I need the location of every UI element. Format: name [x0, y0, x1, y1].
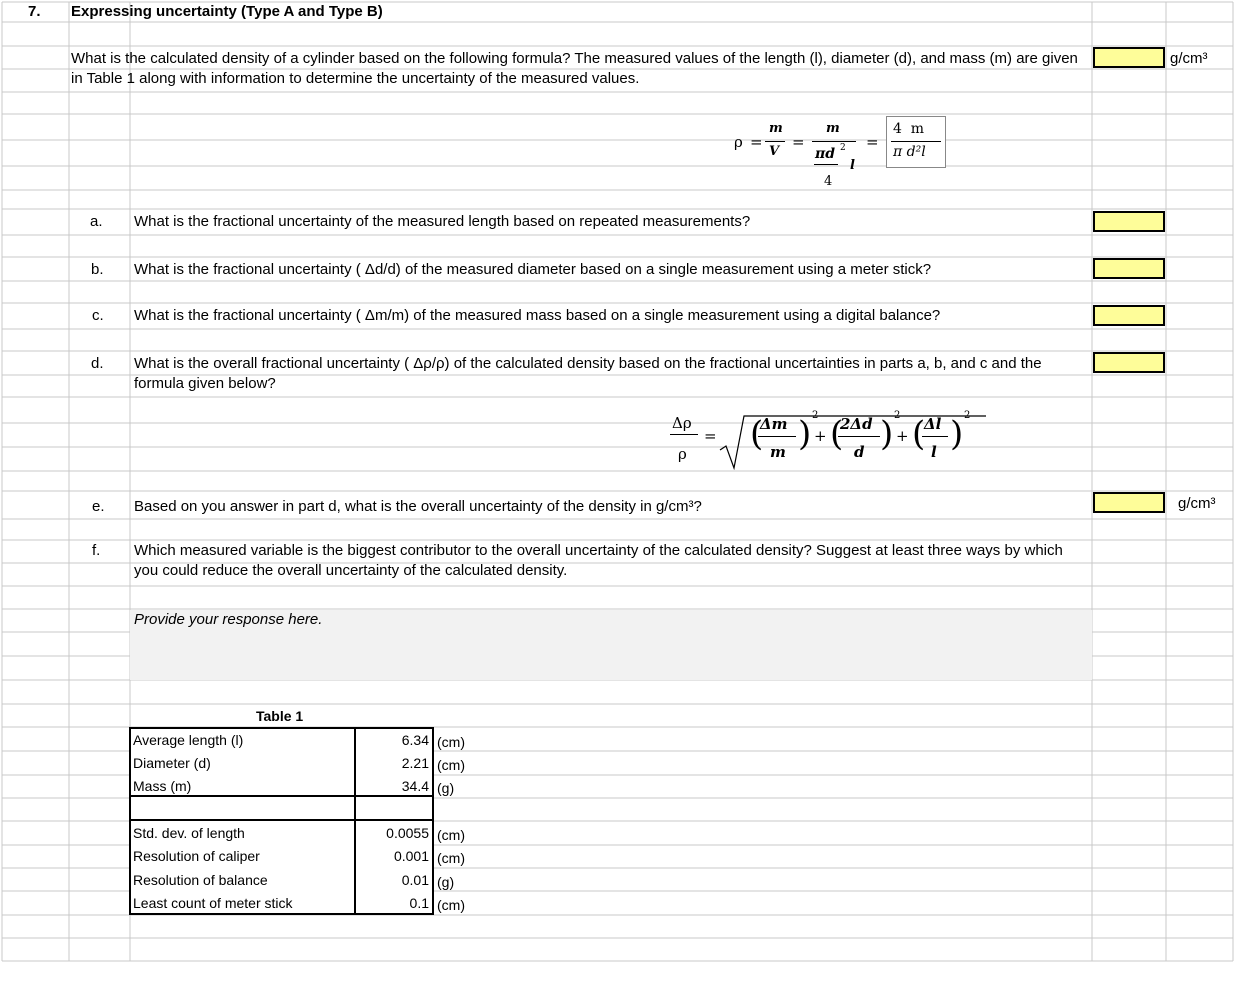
left-paren: ( [750, 414, 764, 454]
table-row-label: Resolution of balance [133, 872, 268, 888]
formula-delta-l: Δl [924, 415, 942, 433]
table-title: Table 1 [256, 708, 304, 724]
formula-exponent: 2 [840, 143, 846, 153]
part-d-text: What is the overall fractional uncertainty ( Δρ/ρ) of the calculated density based on the fractional uncertainties in parts a, b, and c and the formula given below? [134, 355, 1042, 392]
boxed-denominator: π d²l [893, 144, 926, 160]
response-placeholder: Provide your response here. [134, 611, 323, 628]
part-b-answer-cell[interactable] [1093, 258, 1165, 279]
fraction-bar [838, 436, 880, 437]
table-row-label: Std. dev. of length [133, 825, 245, 841]
formula-exponent: 2 [894, 410, 901, 421]
equals-sign: = [866, 133, 879, 151]
table-row-unit: (cm) [437, 757, 465, 773]
formula-pi-d: πd [815, 146, 836, 162]
right-paren: ) [880, 414, 894, 454]
formula-m: m [770, 443, 786, 461]
formula-2-delta-d: 2Δd [840, 415, 873, 433]
table-row-unit: (cm) [437, 827, 465, 843]
table-row-value: 0.1 [409, 895, 429, 911]
plus-sign: + [896, 427, 909, 445]
table-row-label: Mass (m) [133, 778, 192, 794]
table-row-label: Resolution of caliper [133, 848, 260, 864]
formula-exponent: 2 [812, 410, 819, 421]
uncertainty-formula [666, 410, 986, 472]
part-c-answer-cell[interactable] [1093, 305, 1165, 326]
right-paren: ) [798, 414, 812, 454]
part-e-answer-cell[interactable] [1093, 492, 1165, 513]
boxed-formula [886, 116, 946, 168]
formula-l: l [931, 443, 937, 461]
fraction-bar [922, 436, 948, 437]
formula-d: d [854, 443, 865, 461]
part-a-text: What is the fractional uncertainty of the measured length based on repeated measurements? [134, 213, 751, 230]
table-row-unit: (cm) [437, 850, 465, 866]
part-e-unit: g/cm³ [1178, 495, 1216, 512]
formula-exponent: 2 [964, 410, 971, 421]
formula-m: m [826, 121, 840, 136]
table-spacer-value-block [354, 795, 434, 821]
formula-m: m [769, 121, 783, 136]
table-row-unit: (cm) [437, 734, 465, 750]
part-a-letter: a. [90, 213, 103, 230]
left-paren: ( [912, 414, 926, 454]
table-row-value: 0.001 [393, 848, 429, 864]
table-row-label: Least count of meter stick [133, 895, 293, 911]
table-row-value: 6.34 [401, 732, 429, 748]
table-row-value: 0.01 [401, 872, 429, 888]
formula-delta-rho: Δρ [672, 414, 692, 432]
density-formula [730, 116, 950, 192]
part-e-text: Based on you answer in part d, what is the overall uncertainty of the density in g/cm³? [134, 498, 702, 515]
part-c-letter: c. [92, 307, 104, 324]
formula-rho: ρ [678, 445, 687, 463]
table-row-unit: (g) [437, 780, 455, 796]
table-spacer-block [129, 795, 356, 821]
formula-four: 4 [824, 174, 833, 189]
table-row-label: Average length (l) [133, 732, 244, 748]
density-unit: g/cm³ [1170, 50, 1208, 67]
part-c-text: What is the fractional uncertainty ( Δm/m) of the measured mass based on a single measurement using a digital balance? [134, 307, 941, 324]
table-row-label: Diameter (d) [133, 755, 211, 771]
part-b-text: What is the fractional uncertainty ( Δd/d) of the measured diameter based on a single measurement using a meter stick? [134, 261, 932, 278]
question-prompt: What is the calculated density of a cylinder based on the following formula? The measured values of the length (l), diameter (d), and mass (m) are given in Table 1 along with information to determine the uncertainty of the measured values. [71, 50, 1078, 87]
table-row-value: 34.4 [401, 778, 429, 794]
table-row-value: 2.21 [401, 755, 429, 771]
equals-sign: = [704, 427, 717, 445]
table-row-unit: (g) [437, 874, 455, 890]
fraction-bar [814, 164, 838, 165]
part-e-letter: e. [92, 498, 105, 515]
part-b-letter: b. [91, 261, 104, 278]
fraction-bar [670, 434, 698, 435]
plus-sign: + [814, 427, 827, 445]
part-a-answer-cell[interactable] [1093, 211, 1165, 232]
table-row-unit: (cm) [437, 897, 465, 913]
boxed-numerator: 4 m [893, 121, 925, 137]
rho-symbol: ρ [734, 133, 743, 151]
right-paren: ) [950, 414, 964, 454]
part-d-letter: d. [91, 355, 104, 372]
left-paren: ( [830, 414, 844, 454]
question-number: 7. [28, 3, 41, 20]
question-title: Expressing uncertainty (Type A and Type B) [71, 3, 383, 20]
fraction-bar [758, 436, 796, 437]
density-answer-cell[interactable] [1093, 47, 1165, 68]
part-f-letter: f. [92, 542, 101, 559]
part-d-answer-cell[interactable] [1093, 352, 1165, 373]
equals-sign: = [792, 133, 805, 151]
equals-sign: = [750, 133, 763, 151]
fraction-bar [812, 141, 856, 142]
part-f-text: Which measured variable is the biggest contributor to the overall uncertainty of the calculated density? Suggest at least three ways by which you could reduce the overall uncertainty of the calculated density. [134, 542, 1063, 579]
formula-v: V [769, 144, 780, 159]
formula-delta-m: Δm [760, 415, 788, 433]
formula-l: l [850, 158, 855, 173]
table-row-value: 0.0055 [386, 825, 429, 841]
